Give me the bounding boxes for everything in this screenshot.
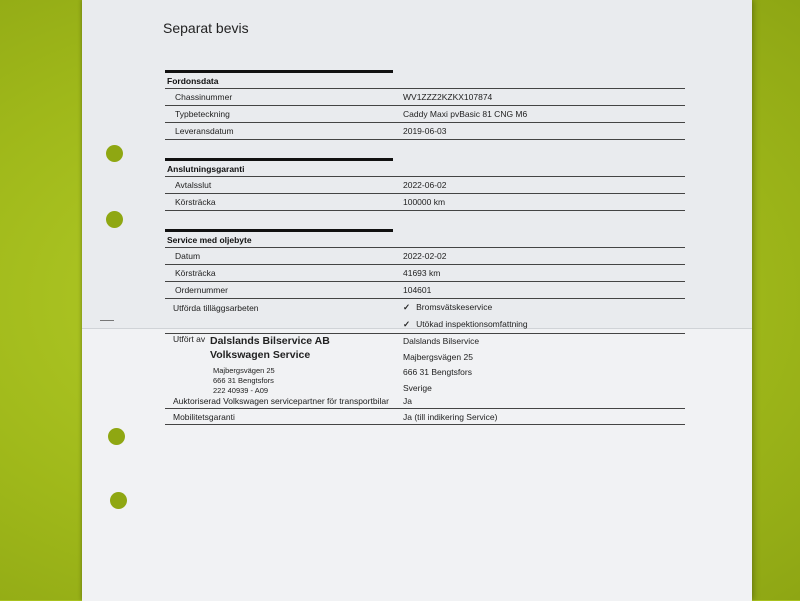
row-value: 2022-02-02	[403, 251, 447, 261]
table-row	[165, 89, 685, 106]
row-label: Typbeteckning	[175, 109, 230, 119]
row-value	[393, 319, 685, 330]
table-row	[165, 106, 685, 123]
address-line: Majbergsvägen 25	[213, 366, 275, 375]
row-value: 100000 km	[403, 197, 446, 207]
table-row	[165, 299, 685, 316]
company-line: Volkswagen Service	[210, 349, 311, 361]
check-icon: ✓	[403, 319, 411, 329]
address-line: Sverige	[403, 382, 432, 393]
punch-hole	[108, 428, 125, 445]
table-row	[165, 393, 685, 409]
row-value	[393, 302, 685, 313]
address-line: Majbergsvägen 25	[403, 351, 473, 362]
punch-hole	[110, 492, 127, 509]
row-label: Leveransdatum	[175, 126, 234, 136]
row-value: Ja (till indikering Service)	[403, 411, 498, 422]
row-label: Datum	[175, 251, 201, 261]
table-row	[165, 194, 685, 211]
row-label: Avtalsslut	[175, 180, 212, 190]
section-header: Fordonsdata	[165, 73, 685, 89]
row-value: 104601	[403, 285, 432, 295]
address-line: 666 31 Bengtsfors	[403, 367, 472, 377]
company-line: Dalslands Bilservice AB	[210, 335, 330, 347]
row-label: Chassinummer	[175, 92, 233, 102]
row-value: WV1ZZZ2KZKX107874	[403, 92, 493, 102]
row-value: 2019-06-03	[403, 126, 447, 136]
extra-work-item: Bromsvätskeservice	[416, 302, 493, 312]
table-row	[165, 248, 685, 265]
performed-by-label: Utfört av	[173, 334, 206, 344]
dealer-address	[403, 334, 479, 396]
row-label: Körsträcka	[175, 268, 216, 278]
table-row	[165, 123, 685, 140]
section-header: Service med oljebyte	[165, 232, 685, 248]
row-value: Ja	[403, 395, 412, 406]
company-name	[210, 334, 330, 362]
row-value: 2022-06-02	[403, 180, 447, 190]
company-address	[213, 366, 275, 396]
row-label: Körsträcka	[175, 197, 216, 207]
row-label: Ordernummer	[175, 285, 228, 295]
punch-hole	[106, 145, 123, 162]
fold-mark	[100, 320, 114, 321]
address-line: 222 40939 - A09	[213, 386, 269, 395]
section-header: Anslutningsgaranti	[165, 161, 685, 177]
address-line: Dalslands Bilservice	[403, 336, 480, 346]
row-value: Caddy Maxi pvBasic 81 CNG M6	[403, 109, 528, 119]
row-label: Auktoriserad Volkswagen servicepartner för transportbilar	[173, 395, 389, 406]
row-label: Utförda tilläggsarbeten	[173, 302, 259, 313]
table-row	[165, 409, 685, 425]
section-anslutningsgaranti	[165, 158, 685, 211]
table-row	[165, 282, 685, 299]
table-row	[165, 177, 685, 194]
address-line: 666 31 Bengtsfors	[213, 376, 274, 385]
punch-hole	[106, 211, 123, 228]
section-fordonsdata	[165, 70, 685, 140]
row-label: Mobilitetsgaranti	[173, 411, 235, 422]
page-title: Separat bevis	[163, 20, 249, 36]
extra-work-item: Utökad inspektionsomfattning	[416, 319, 528, 329]
row-value: 41693 km	[403, 268, 441, 278]
check-icon: ✓	[403, 302, 411, 312]
table-row	[165, 316, 685, 334]
section-service	[165, 229, 685, 334]
table-row	[165, 265, 685, 282]
